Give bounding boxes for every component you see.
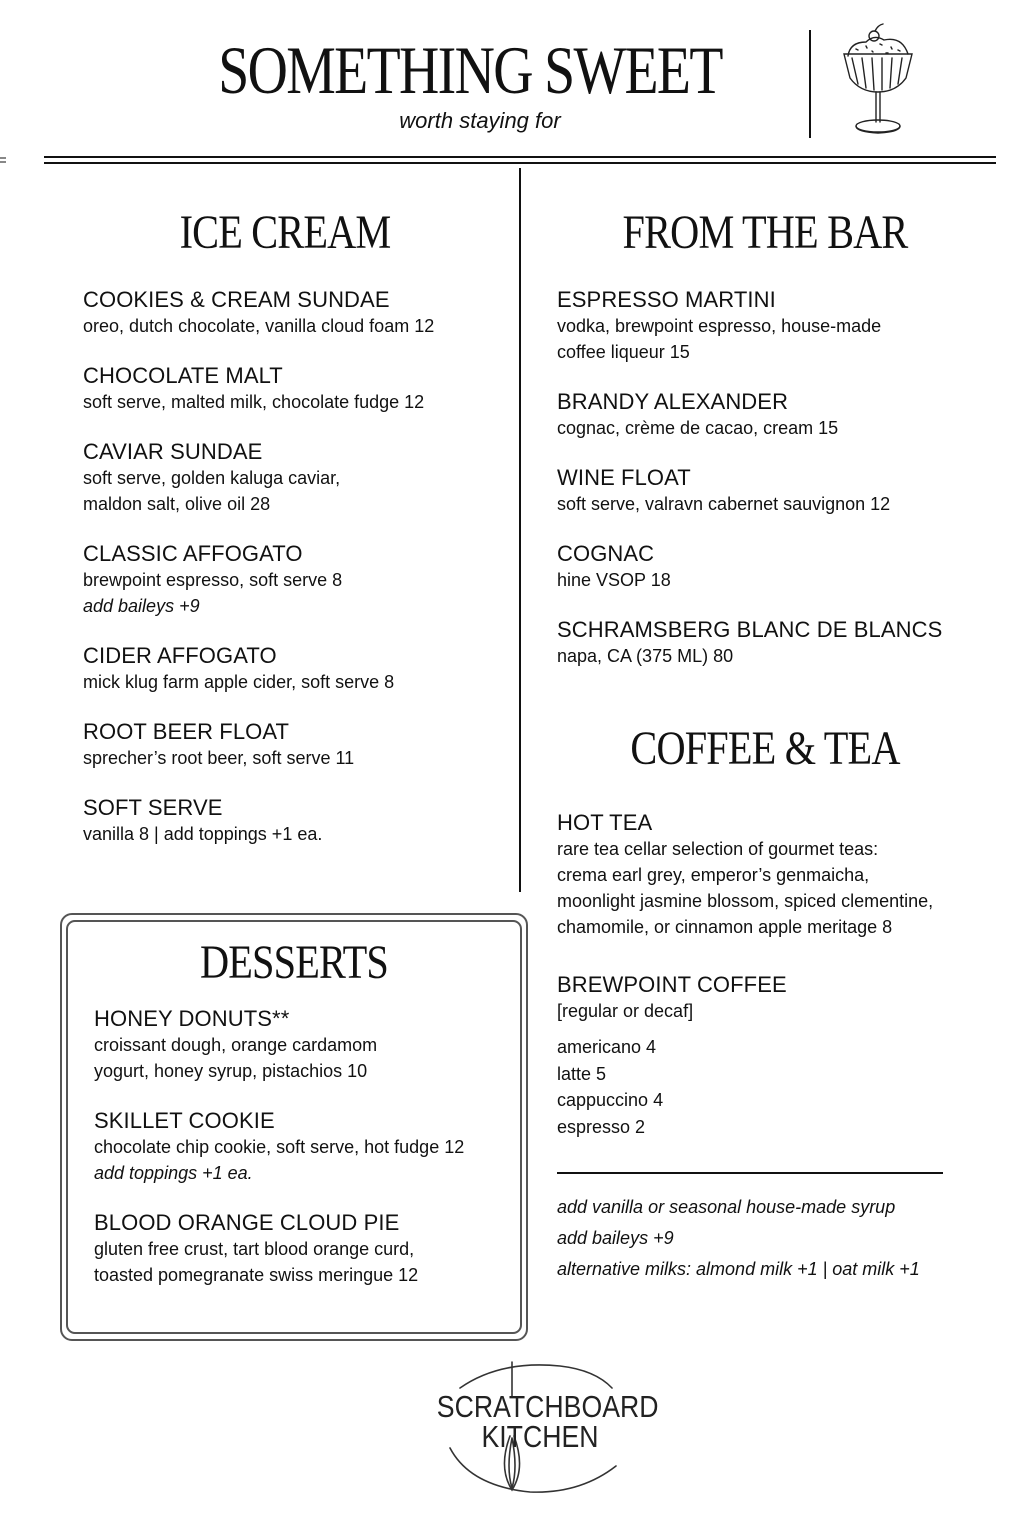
item-name: BRANDY ALEXANDER xyxy=(557,389,789,414)
item-name: CIDER AFFOGATO xyxy=(83,643,277,668)
menu-item xyxy=(94,1108,514,1186)
coffee-addons xyxy=(557,1192,997,1285)
coffee-tea-heading: COFFEE & TEA xyxy=(630,722,900,775)
item-description: croissant dough, orange cardamom xyxy=(94,1035,378,1055)
bar-heading: FROM THE BAR xyxy=(622,206,908,259)
menu-item xyxy=(557,972,997,1140)
item-description: yogurt, honey syrup, pistachios 10 xyxy=(94,1061,368,1081)
addon-note: add baileys +9 xyxy=(557,1228,674,1248)
item-description: coffee liqueur 15 xyxy=(557,342,690,362)
header-divider xyxy=(809,30,811,138)
edge-marker xyxy=(0,157,6,163)
item-description: rare tea cellar selection of gourmet teas: xyxy=(557,839,879,859)
menu-item xyxy=(557,287,987,365)
item-subtitle: [regular or decaf] xyxy=(557,1001,694,1021)
menu-item xyxy=(557,810,997,940)
item-name: ESPRESSO MARTINI xyxy=(557,287,776,312)
item-description: brewpoint espresso, soft serve 8 xyxy=(83,570,343,590)
ice-cream-list xyxy=(83,287,503,871)
menu-item xyxy=(83,541,503,619)
menu-item xyxy=(83,643,503,695)
item-description: soft serve, malted milk, chocolate fudge 12 xyxy=(83,392,425,412)
menu-item xyxy=(83,363,503,415)
item-description: gluten free crust, tart blood orange curd, xyxy=(94,1239,415,1259)
menu-item xyxy=(557,389,987,441)
item-name: HOT TEA xyxy=(557,810,653,835)
addon-note: add vanilla or seasonal house-made syrup xyxy=(557,1197,896,1217)
page-title: SOMETHING SWEET xyxy=(218,32,722,108)
menu-item xyxy=(83,439,503,517)
item-description: vodka, brewpoint espresso, house-made xyxy=(557,316,882,336)
menu-item xyxy=(94,1006,514,1084)
item-name: BLOOD ORANGE CLOUD PIE xyxy=(94,1210,400,1235)
item-description: chocolate chip cookie, soft serve, hot fudge 12 xyxy=(94,1137,465,1157)
sundae-glass-icon xyxy=(836,22,922,140)
coffee-drink: latte 5 xyxy=(557,1063,607,1084)
menu-item xyxy=(83,287,503,339)
item-name: HONEY DONUTS** xyxy=(94,1006,290,1031)
column-divider xyxy=(519,168,521,892)
menu-item xyxy=(83,719,503,771)
coffee-drink-list xyxy=(557,1034,997,1140)
menu-item xyxy=(557,465,987,517)
item-name: COOKIES & CREAM SUNDAE xyxy=(83,287,390,312)
item-description: crema earl grey, emperor’s genmaicha, xyxy=(557,865,870,885)
item-name: ROOT BEER FLOAT xyxy=(83,719,290,744)
header-rule-top xyxy=(44,156,996,158)
coffee-drink: espresso 2 xyxy=(557,1116,646,1137)
item-description: soft serve, valravn cabernet sauvignon 12 xyxy=(557,494,891,514)
menu-item xyxy=(557,541,987,593)
item-description: napa, CA (375 ML) 80 xyxy=(557,646,734,666)
item-description: chamomile, or cinnamon apple meritage 8 xyxy=(557,917,893,937)
item-note: add baileys +9 xyxy=(83,596,200,616)
item-description: maldon salt, olive oil 28 xyxy=(83,494,271,514)
coffee-divider xyxy=(557,1172,943,1174)
item-name: CLASSIC AFFOGATO xyxy=(83,541,303,566)
logo-wordmark-bottom: KITCHEN xyxy=(481,1419,599,1454)
desserts-heading: DESSERTS xyxy=(199,936,389,989)
item-name: WINE FLOAT xyxy=(557,465,691,490)
item-name: BREWPOINT COFFEE xyxy=(557,972,787,997)
logo-wordmark-top: SCRATCHBOARD xyxy=(436,1389,659,1424)
addon-note: alternative milks: almond milk +1 | oat milk +1 xyxy=(557,1259,920,1279)
tagline: worth staying for xyxy=(399,108,561,133)
item-name: SCHRAMSBERG BLANC DE BLANCS xyxy=(557,617,943,642)
coffee-tea-list xyxy=(557,810,997,1164)
menu-item xyxy=(557,617,987,669)
item-description: oreo, dutch chocolate, vanilla cloud foam 12 xyxy=(83,316,435,336)
item-description: mick klug farm apple cider, soft serve 8 xyxy=(83,672,395,692)
item-name: SOFT SERVE xyxy=(83,795,223,820)
item-name: CHOCOLATE MALT xyxy=(83,363,283,388)
header-rule-bottom xyxy=(44,162,996,164)
coffee-drink: cappuccino 4 xyxy=(557,1090,664,1110)
item-description: moonlight jasmine blossom, spiced clementine, xyxy=(557,891,934,911)
menu-item xyxy=(94,1210,514,1288)
desserts-list xyxy=(94,1006,514,1312)
item-name: COGNAC xyxy=(557,541,655,566)
item-name: CAVIAR SUNDAE xyxy=(83,439,263,464)
ice-cream-heading: ICE CREAM xyxy=(179,206,391,259)
item-name: SKILLET COOKIE xyxy=(94,1108,275,1133)
item-note: add toppings +1 ea. xyxy=(94,1163,253,1183)
item-description: sprecher’s root beer, soft serve 11 xyxy=(83,748,355,768)
item-description: soft serve, golden kaluga caviar, xyxy=(83,468,341,488)
item-description: hine VSOP 18 xyxy=(557,570,671,590)
menu-item xyxy=(83,795,503,847)
item-description: vanilla 8 | add toppings +1 ea. xyxy=(83,824,323,844)
coffee-drink: americano 4 xyxy=(557,1037,657,1057)
item-description: cognac, crème de cacao, cream 15 xyxy=(557,418,839,438)
bar-list xyxy=(557,287,987,693)
item-description: toasted pomegranate swiss meringue 12 xyxy=(94,1265,419,1285)
